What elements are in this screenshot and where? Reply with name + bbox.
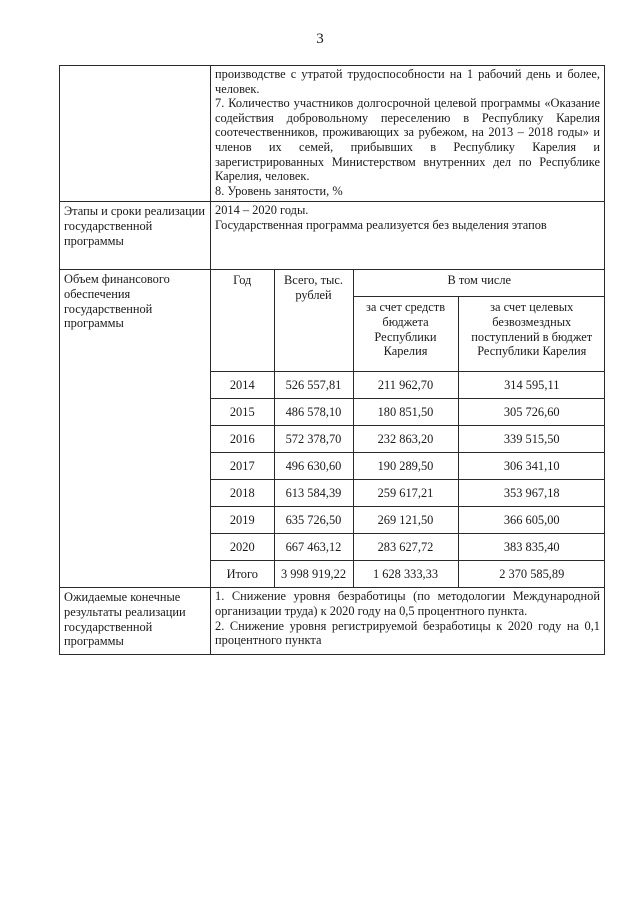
result-line: 1. Снижение уровня безработицы (по методологии Международной организации труда) к 2020 году на 0,5 процентного пункта. — [215, 589, 600, 618]
cell-grants: 306 341,10 — [458, 453, 605, 480]
cell-budget: 180 851,50 — [353, 399, 458, 426]
header-budget: за счет средств бюджета Республики Карелия — [353, 297, 458, 372]
cell-grants: 305 726,60 — [458, 399, 605, 426]
cell-grants: 2 370 585,89 — [458, 561, 605, 588]
total-row — [211, 561, 605, 588]
indicator-line: 8. Уровень занятости, % — [215, 183, 343, 198]
indicators-row — [60, 66, 605, 202]
cell-year: 2014 — [211, 372, 274, 399]
table-row — [211, 507, 605, 534]
cell-year: 2019 — [211, 507, 274, 534]
table-row — [211, 399, 605, 426]
cell-year: 2018 — [211, 480, 274, 507]
cell-budget: 211 962,70 — [353, 372, 458, 399]
table-row — [211, 534, 605, 561]
funding-row — [60, 270, 605, 588]
funding-table — [211, 270, 605, 587]
cell-total: 526 557,81 — [274, 372, 353, 399]
funding-table-cell — [211, 270, 605, 588]
stages-line: 2014 – 2020 годы. — [215, 203, 309, 218]
indicators-label-cell — [60, 66, 211, 202]
cell-total: 572 378,70 — [274, 426, 353, 453]
cell-budget: 269 121,50 — [353, 507, 458, 534]
results-row — [60, 588, 605, 655]
program-passport-table — [59, 65, 605, 655]
indicator-line: 7. Количество участников долгосрочной целевой программы «Оказание содействия добровольному переселению в Республику Карелия соотечественников, проживающих за рубежом, на 2013 – 2018 годы» и членов их семей, прибывших в Республику Карелия и зарегистрированных Министерством внутренних дел по Республике Карелия, человек. — [215, 96, 600, 184]
header-grants: за счет целевых безвозмездных поступлений в бюджет Республики Карелия — [458, 297, 605, 372]
cell-grants: 314 595,11 — [458, 372, 605, 399]
table-row — [211, 480, 605, 507]
cell-year: Итого — [211, 561, 274, 588]
cell-total: 486 578,10 — [274, 399, 353, 426]
header-year: Год — [211, 270, 274, 372]
stages-row — [60, 202, 605, 270]
result-line: 2. Снижение уровня регистрируемой безработицы к 2020 году на 0,1 процентного пункта — [215, 618, 600, 648]
cell-total: 635 726,50 — [274, 507, 353, 534]
page-number: 3 — [316, 31, 324, 47]
cell-total: 613 584,39 — [274, 480, 353, 507]
cell-total: 667 463,12 — [274, 534, 353, 561]
results-text-cell — [211, 588, 605, 655]
cell-budget: 190 289,50 — [353, 453, 458, 480]
results-label: Ожидаемые конечные результаты реализации государственной программы — [60, 588, 211, 655]
cell-year: 2016 — [211, 426, 274, 453]
cell-grants: 383 835,40 — [458, 534, 605, 561]
table-row — [211, 372, 605, 399]
cell-year: 2015 — [211, 399, 274, 426]
table-row — [211, 453, 605, 480]
table-row — [211, 426, 605, 453]
header-including: В том числе — [353, 270, 605, 297]
header-total: Всего, тыс. рублей — [274, 270, 353, 372]
cell-year: 2017 — [211, 453, 274, 480]
cell-budget: 1 628 333,33 — [353, 561, 458, 588]
indicators-text-cell — [211, 66, 605, 202]
cell-grants: 366 605,00 — [458, 507, 605, 534]
stages-line: Государственная программа реализуется без выделения этапов — [215, 217, 547, 232]
cell-grants: 353 967,18 — [458, 480, 605, 507]
funding-label: Объем финансового обеспечения государственной программы — [60, 270, 211, 588]
cell-total: 3 998 919,22 — [274, 561, 353, 588]
cell-total: 496 630,60 — [274, 453, 353, 480]
stages-text-cell — [211, 202, 605, 270]
indicator-line: производстве с утратой трудоспособности на 1 рабочий день и более, человек. — [215, 67, 600, 96]
cell-grants: 339 515,50 — [458, 426, 605, 453]
cell-budget: 259 617,21 — [353, 480, 458, 507]
cell-budget: 232 863,20 — [353, 426, 458, 453]
cell-year: 2020 — [211, 534, 274, 561]
cell-budget: 283 627,72 — [353, 534, 458, 561]
stages-label: Этапы и сроки реализации государственной программы — [60, 202, 211, 270]
